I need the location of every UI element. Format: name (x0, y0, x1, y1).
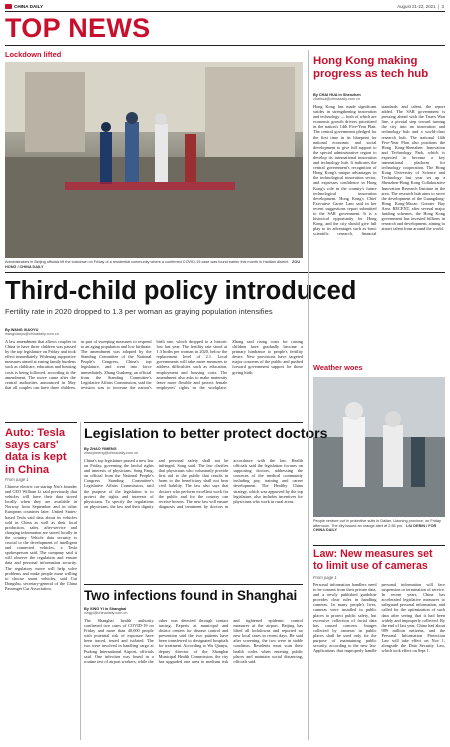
legislation-headline: Legislation to better protect doctors (84, 426, 328, 442)
masthead-logo (5, 4, 43, 9)
masthead-date: August 21-22, 2021 | 3 (397, 4, 444, 9)
hk-body: Hong Kong has made significant strides in strengthening innovation and technology — both of which are economic growth drivers prioritized in the nation's 14th Five-Year Plan. The central government pledged for the first time in its blueprint for national economic and social development to give full support to the special administrative region to develop its international innovation and technology hub. It indicates the central government's recognition of Hong Kong's unique advantages in the technological innovation sector, and expresses confidence in Hong Kong's role in the country's future technological innovation development. Hong Kong's Chief Executive Carrie Lam said in her recent suggestions report submitted to the SAR government. It is a historical opportunity for Hong Kong, and the city should give full play to its advantages such as basic scientific research, financial standards and talent, the report added. The SAR government is pressing ahead with the Tsuen Wan line, a pivotal step toward turning the city into an innovation and technology hub and a world-class research hub. The national 14th Five-Year Plan also positions the Hong Kong-Shenzhen Innovation and Technology Park, which is expected to become a key international platform for technology cooperation. The Hong Kong University of Science and Technology last year set up a Shenzhen-Hong Kong Collaborative Innovation Research Institute in the area. The research hub aims to serve the development of the Guangdong-Hong Kong-Macao Greater Bay Area. RECENT, after several major funding schemes, the Hong Kong government has invested billions in research and development, aiming to attract talent from around the world. (313, 104, 445, 237)
lockdown-credit: ZOU HONG / CHINA DAILY (5, 260, 301, 269)
auto-body: Chinese electric car startup Nio's founder and CEO William Li said previously that vehicles will have their data stored locally when they are available in Norway from September and in other European countries later. United States-based Tesla said data about its vehicles sold in China as well as their local production, sales, after-service and charging information are stored locally in the country. Vehicle data security is crucial to the development of intelligent and connected vehicles, a Tesla spokesperson said. The company said it will observe the regulation and ensure data and personal information security. The regulatory move will help solve problems and make people more willing to choose smart vehicles, said Cui Dongshu, secretary-general of the China Passenger Car Association. (5, 484, 77, 591)
page-number: 3 (441, 4, 444, 9)
fertility-subhead: Fertility rate in 2020 dropped to 1.3 per woman as graying population intensifies (5, 307, 273, 316)
weather-credit: LIU DEBIN / FOR CHINA DAILY (313, 523, 437, 533)
paper-logo-icon (5, 4, 12, 9)
shanghai-email: xingyi@chinadaily.com.cn (84, 611, 128, 615)
lockdown-label: Lockdown lifted (5, 50, 62, 59)
hklaw-headline: Law: New measures set to limit use of cameras (313, 548, 433, 572)
section-title: TOP NEWS (5, 13, 151, 43)
legislation-byline: By ZHAO YIMENG (84, 447, 117, 451)
auto-headline: Auto: Tesla says cars' data is kept in China (5, 427, 67, 476)
fertility-headline: Third-child policy introduced (5, 277, 357, 305)
auto-from: From page 1 (5, 477, 29, 482)
weather-label: Weather woes (313, 363, 363, 372)
fertility-byline: By WANG XIAOYU (5, 328, 39, 332)
paper-name: CHINA DAILY (14, 4, 44, 9)
legislation-body: China's top legislature passed a new law on Friday, governing the lawful rights and interests of physicians. Song Fang, an official from the National People's Congress Standing Committee's Legislative Affairs Commission, said the purpose of the legislation is to protect the rights and interests of physicians. To specify the regulations on physicians, the law and their dignity and personal safety shall not be infringed, Song said. The law clarifies that physicians who voluntarily provide first aid to the public that results in harm to the beneficiary shall not bear civil liability. The law also says that doctors who perform excellent work for the public and for the country can receive honors. The new law will ensure diagnosis and treatment by doctors in accordance with the law. Health officials said the legislation focuses on supporting doctors, addressing the concerns of the medical community including pay, training and career development. The Healthy China strategy, which was approved by the top legislature, also includes incentives for physicians who work in rural areas. (84, 458, 303, 509)
lockdown-caption: Administrators in Beijing officials lift the lockdown on Friday of a residential community where a confirmed COVID-19 case was found earlier this month in Haidian district. ZOU HONG / CHINA DAILY (5, 260, 301, 269)
lockdown-photo (5, 62, 303, 258)
hk-headline: Hong Kong making progress as tech hub (313, 55, 429, 80)
hklaw-from: From page 1 (313, 575, 337, 580)
hklaw-body: Personal information handlers need to be consent from their private data, and a newly published guideline provides clear rules in handling cameras. In many people's lives, cameras were installed in public places to protect public safety, but excessive collection of facial data has caused concern. Images collected by cameras in public places shall be used only for the purpose of maintaining public security, according to the new law. Applications that improperly handle personal information will face suspension or termination of service. In recent years, China has accelerated legislative measures to safeguard personal information, and called for the optimization of such data after seeing that it had been widely and improperly collected. By the end of last year, China had about 989 million netizens, and the Personal Information Protection Law will take effect on Nov 1, alongside the Data Security Law, which took effect on Sept 1. (313, 582, 445, 654)
fertility-body: A law amendment that allows couples in China to have three children was passed by the top legislature on Friday and took effect immediately. Widening supportive measures aimed at easing family burdens such as childcare, education and housing costs is being followed, according to the amendment. The move came after the central authorities announced in May that all couples can have three children, as part of sweeping measures to respond to an aging population and low birthrate. The amendment was adopted by the Standing Committee of the National People's Congress, China's top legislature, and went into force immediately. Zhang Gusheng, an official from the Standing Committee's Legislative Affairs Commission, said the revision was to increase the nation's birth rate, which dropped to a historic low last year. The fertility rate stood at 1.3 births per woman in 2020, below the replacement level of 2.1. Local governments will take more measures to address difficulties such as education, employment and housing costs. The amendment also asks to make maternity leave more flexible and protect female employees' rights in the workplace. Zhang said rising costs for raising children have gradually become a primary hindrance to people's fertility desire. New provisions have targeted major concerns of the public and pushed forward government support for those giving birth. (5, 339, 303, 390)
shanghai-headline: Two infections found in Shanghai (84, 588, 298, 603)
issue-date: August 21-22, 2021 (397, 4, 436, 9)
shanghai-body: The Shanghai health authority confirmed two cases of COVID-19 on Friday and more than 40,000 people with potential risk of exposure have been traced, tested and isolated. The two were involved in handling cargo at Pudong International Airport, officials said. One infection was found in a routine test of airport workers, while the other was detected through contact tracing. Experts at municipal and district centers for disease control and prevention said the two patients have been transferred to designated hospitals for treatment. According to Wu Qianyu, deputy director of the Shanghai Municipal Health Commission, the city has upgraded one area to medium risk and tightened epidemic control measures at the airport. Beijing has lifted all lockdowns and reported no new local cases in recent days. He said after screening, the two were in stable condition. Residents must scan their health codes when entering public places and maintain social distancing, officials said. (84, 618, 303, 664)
fertility-email: wangxiaoyu@chinadaily.com.cn (5, 332, 59, 336)
weather-photo (313, 377, 445, 517)
hk-byline: By CHAI HUA in Shenzhen (313, 93, 361, 97)
shanghai-byline: By XING YI in Shanghai (84, 607, 127, 611)
weather-caption: People venture out in protective suits in Dalian, Liaoning province, on Friday afternoon. The city issued an orange alert at 2:55 pm. LIU DEBIN / FOR CHINA DAILY (313, 519, 441, 533)
legislation-email: zhaoyimeng@chinadaily.com.cn (84, 451, 139, 455)
hk-email: chaihua@chinadaily.com.cn (313, 97, 361, 101)
